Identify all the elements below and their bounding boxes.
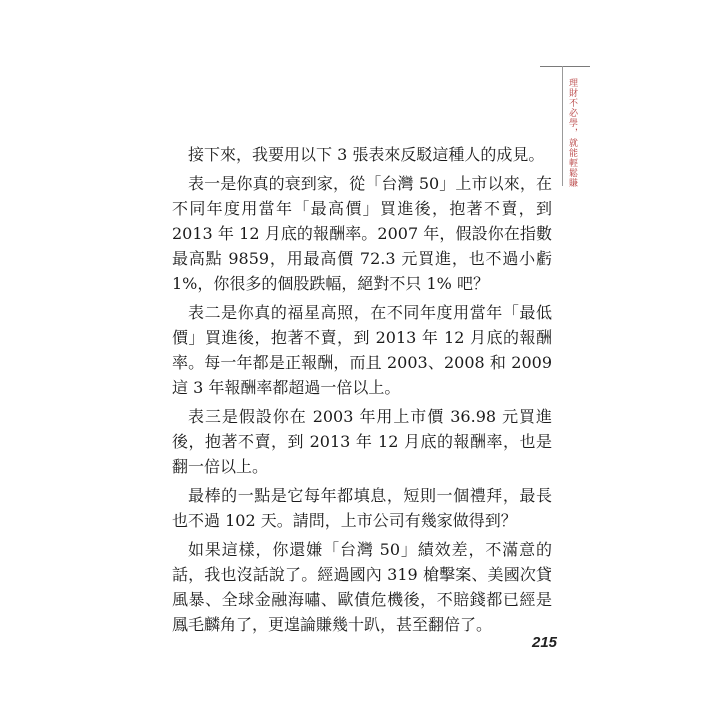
header-rule bbox=[540, 66, 590, 67]
page-number: 215 bbox=[532, 634, 558, 651]
paragraph-1: 接下來，我要用以下 3 張表來反駁這種人的成見。 bbox=[188, 145, 545, 164]
running-header: 理財不必學，就能輕鬆賺 bbox=[567, 78, 577, 188]
paragraph-5: 最棒的一點是它每年都填息，短則一個禮拜，最長也不過 102 天。請問，上市公司有幾家做得到？ bbox=[172, 486, 552, 530]
paragraph-6: 如果這樣，你還嫌「台灣 50」績效差，不滿意的話，我也沒話說了。經過國內 319 槍擊案、美國次貸風暴、全球金融海嘯、歐債危機後，不賠錢都已經是鳳毛麟角了，更遑論賺幾十趴，甚至翻倍了。 bbox=[172, 540, 552, 634]
paragraph-2: 表一是你真的衰到家，從「台灣 50」上市以來，在不同年度用當年「最高價」買進後，抱著不賣，到 2013 年 12 月底的報酬率。2007 年，假設你在指數最高點 9859，用最高價 72.3 元買進，也不過小虧 1%，你很多的個股跌幅，絕對不只 1% 吧？ bbox=[172, 174, 552, 293]
side-rule bbox=[562, 66, 563, 186]
paragraph-3: 表二是你真的福星高照，在不同年度用當年「最低價」買進後，抱著不賣，到 2013 年 12 月底的報酬率。每一年都是正報酬，而且 2003、2008 和 2009 這 3 年報酬率都超過一倍以上。 bbox=[172, 303, 552, 397]
body-text bbox=[172, 142, 552, 641]
paragraph-4: 表三是假設你在 2003 年用上市價 36.98 元買進後，抱著不賣，到 2013 年 12 月底的報酬率，也是翻一倍以上。 bbox=[172, 407, 552, 476]
